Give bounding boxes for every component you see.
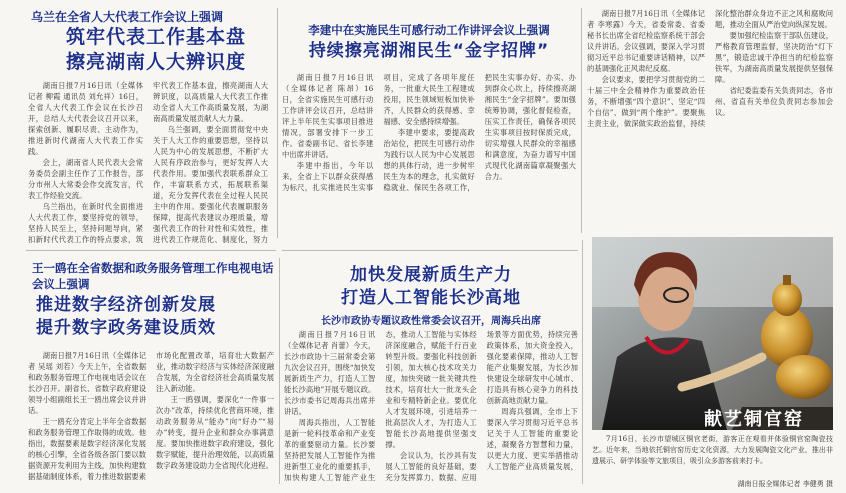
article-changsha-headline-1: 加快发展新质生产力 [350, 265, 512, 285]
article-shuzi-paragraph: 王一鸥强调，要深化“一件事一次办”改革，持续优化营商环境，推动政务服务从“能办”向“好办”“易办”转变，提升企业和群众办事满意度。要加快推进数字政府建设，强化数字赋能，提升治理效能，以高质量数字政务建设助力全省现代化进程。 [156, 395, 274, 470]
article-renda-paragraph: 乌兰强调，要全面贯彻党中央关于人大工作的重要思想，坚持以人民为中心的发展思想，不断扩大人民有序政治参与，更好发挥人大代表作用。要加强代表联系群众工作，丰富联系方式，拓展联系渠道，充分发挥代表在全过程人民民主中的作用。要强化代表履职服务保障，提高代表建议办理质量，增强代表工作的针对性和实效性，推进代表工作规范化、制度化，努力 [153, 125, 268, 244]
photo-artisan-image [592, 237, 833, 430]
article-jijian-paragraph: 会议要求，要把学习贯彻党的二十届三中全会精神作为重要政治任务，不断增强“四个意识”、坚定“四个自信”、做到“两个维护”。要聚焦主责主业，做深做实政治监督，持续深化整治群众身边不正之风和腐败问题，推动全面从严治党向纵深发展。 [587, 9, 833, 128]
article-jijian-paragraph: 要加强纪检监察干部队伍建设，严格教育管理监督，坚决防治“灯下黑”，锻造忠诚干净担当的纪检监察铁军，为湖南高质量发展提供坚强保障。 [715, 31, 833, 84]
photo-caption-title: 献艺铜官窑 [704, 409, 804, 430]
article-shuzi-paragraph: 湖南日报7月16日讯（全媒体记者 吴瑶 刘若）今天上午，全省数据和政务服务管理工作电视电话会议在长沙召开。副省长、省数字政府建设领导小组副组长王一鸥出席会议并讲话。 [28, 351, 146, 415]
row-divider [282, 250, 578, 251]
article-minsheng-body [282, 72, 576, 240]
article-changsha-subhead: 长沙市政协专题议政性常委会议召开，周海兵出席 [321, 316, 541, 327]
photo-caption-text [592, 434, 833, 480]
article-renda-headline-1: 筑牢代表工作基本盘 [65, 26, 246, 48]
article-jijian-paragraph: 湖南日报7月16日讯（全媒体记者 李寒露）今天，省委常委、省委秘书长出席全省纪检监察系统干部会议并讲话。会议强调，要深入学习贯彻习近平总书记重要讲话精神，以严的基调强化正风肃纪反腐。 [587, 9, 705, 73]
article-minsheng-kicker: 李建中在实施民生可感行动工作讲评会议上强调 [308, 23, 550, 37]
article-renda-paragraph: 湖南日报7月16日讯（全媒体记者 柳霞 通讯员 刘允祥）16日，全省人大代表工作会议在长沙召开，总结人大代表会议召开以来，探索创新、履职尽责、主动作为，推进新时代湖南人大代表工作实践。 [28, 81, 143, 156]
article-changsha-headline-2: 打造人工智能长沙高地 [341, 288, 521, 308]
article-renda [26, 6, 270, 248]
article-jijian-paragraph: 省纪委监委有关负责同志，各市州、省直有关单位负责同志参加会议。 [715, 86, 833, 117]
article-changsha-paragraph: 会议认为，长沙具有发展人工智能的良好基础，要充分发挥算力、数据、应用场景等方面优势，持续完善政策体系，加大资金投入，强化要素保障，推动人工智能产业集聚发展，为长沙加快建设全球研发中心城市、打造具有核心竞争力的科技创新高地贡献力量。 [385, 330, 578, 482]
article-minsheng-paragraph: 李建中要求，要提高政治站位，把民生可感行动作为践行以人民为中心发展思想的具体行动，进一步树牢民生为本的理念，扎实做好稳就业、保民生各项工作，把民生实事办好、办实、办到群众心坎上，持续擦亮湖湘民生“金字招牌”。要加强统筹协调，强化督促检查，压实工作责任，确保各项民生实事项目按时保质完成，切实增强人民群众的幸福感和满意度，为奋力谱写中国式现代化湖南篇章凝聚强大合力。 [383, 73, 576, 192]
article-renda-paragraph: 乌兰指出，在新时代全面推进人大代表工作，要坚持党的领导，坚持人民至上，坚持问题导向，紧扣新时代代表工作的特点要求，筑牢代表工作基本盘，擦亮湖南人大辨识度，以高质量人大代表工作推动全省人大工作高质量发展，为湖南高质量发展贡献人大力量。 [28, 81, 268, 244]
photo-caption-paragraph: 7月16日，长沙市望城区铜官老街，游客正在观看并体验铜官窑陶瓷技艺。近年来，当地依托铜官窑历史文化资源，大力发展陶瓷文化产业，推出非遗展示、研学体验等文旅项目，吸引众多游客前来打卡。 [592, 435, 833, 465]
article-changsha-paragraph: 湖南日报7月16日讯（全媒体记者 肖蕾）今天，长沙市政协十三届常委会第九次会议召开，围绕“加快发展新质生产力，打造人工智能长沙高地”开展专题议政。长沙市委书记周海兵出席并讲话。 [284, 330, 376, 416]
article-changsha-paragraph: 周海兵强调，全市上下要深入学习贯彻习近平总书记关于人工智能的重要论述，凝聚各方智慧和力量，以更大力度、更实举措推动人工智能产业高质量发展， [486, 407, 578, 471]
article-shuzi-kicker: 王一鸥在全省数据和政务服务管理工作电视电话会议上强调 [32, 261, 274, 291]
article-minsheng-paragraph: 李建中指出，今年以来，全省上下以群众获得感为标尺，扎实推进民生实事项目，完成了各项年度任务，一批重大民生工程建成投用，民生领域短板加快补齐，人民群众的获得感、幸福感、安全感持续增强。 [282, 73, 475, 192]
news-photo [592, 237, 833, 430]
article-jijian [587, 8, 833, 234]
article-renda-body [28, 80, 268, 246]
photo-credit: 湖南日报全媒体记者 李健勇 摄 [737, 480, 833, 488]
article-changsha [284, 262, 578, 488]
column-divider [581, 8, 582, 233]
article-shuzi-headline-2: 提升数字政务建设质效 [36, 318, 216, 338]
row-divider [26, 250, 276, 251]
article-renda-paragraph: 会上，湖南省人民代表大会常务委员会副主任作了工作报告，部分市州人大常委会作交流发言，代表工作经验交流。 [28, 158, 143, 200]
article-jijian-body [587, 8, 833, 232]
article-renda-kicker: 乌兰在全省人大代表工作会议上强调 [31, 10, 224, 24]
article-shuzi-headline-1: 推进数字经济创新发展 [36, 295, 216, 315]
article-minsheng [282, 20, 576, 242]
article-shuzi-paragraph: 王一鸥充分肯定上半年全省数据和政务服务管理工作取得的成效。他指出，数据要素是数字经济深化发展的核心引擎，全省各级各部门要以数据资源开发利用为主线，加快构建数据基础制度体系，着力推进数据要素市场化配置改革，培育壮大数据产业，推动数字经济与实体经济深度融合发展，为全省经济社会高质量发展注入新动能。 [28, 351, 274, 481]
article-shuzi [26, 260, 276, 488]
article-minsheng-paragraph: 湖南日报7月16日讯（全媒体记者 陈昂）16日，全省实施民生可感行动工作讲评会议召开，总结讲评上半年民生实事项目推进情况，部署安排下一步工作。省委副书记、省长李建中出席并讲话。 [282, 73, 374, 159]
column-divider [277, 8, 278, 238]
column-divider [279, 258, 280, 484]
article-shuzi-body [28, 350, 274, 486]
article-renda-headline-2: 擦亮湖南人大辨识度 [65, 51, 246, 73]
article-changsha-body [284, 329, 578, 487]
column-divider [582, 240, 583, 484]
article-changsha-paragraph: 周海兵指出，人工智能是新一轮科技革命和产业变革的重要驱动力量。长沙要坚持把发展人工智能作为推进新型工业化的重要抓手，加快构建人工智能产业生态，推动人工智能与实体经济深度融合，赋能千行百业转型升级。要强化科技创新引领，加大核心技术攻关力度，加快突破一批关键共性技术，培育壮大一批龙头企业和专精特新企业。要优化人才发展环境，引进培养一批高层次人才，为打造人工智能长沙高地提供坚强支撑。 [284, 330, 477, 482]
article-minsheng-headline: 持续擦亮湖湘民生“金字招牌” [308, 41, 550, 61]
